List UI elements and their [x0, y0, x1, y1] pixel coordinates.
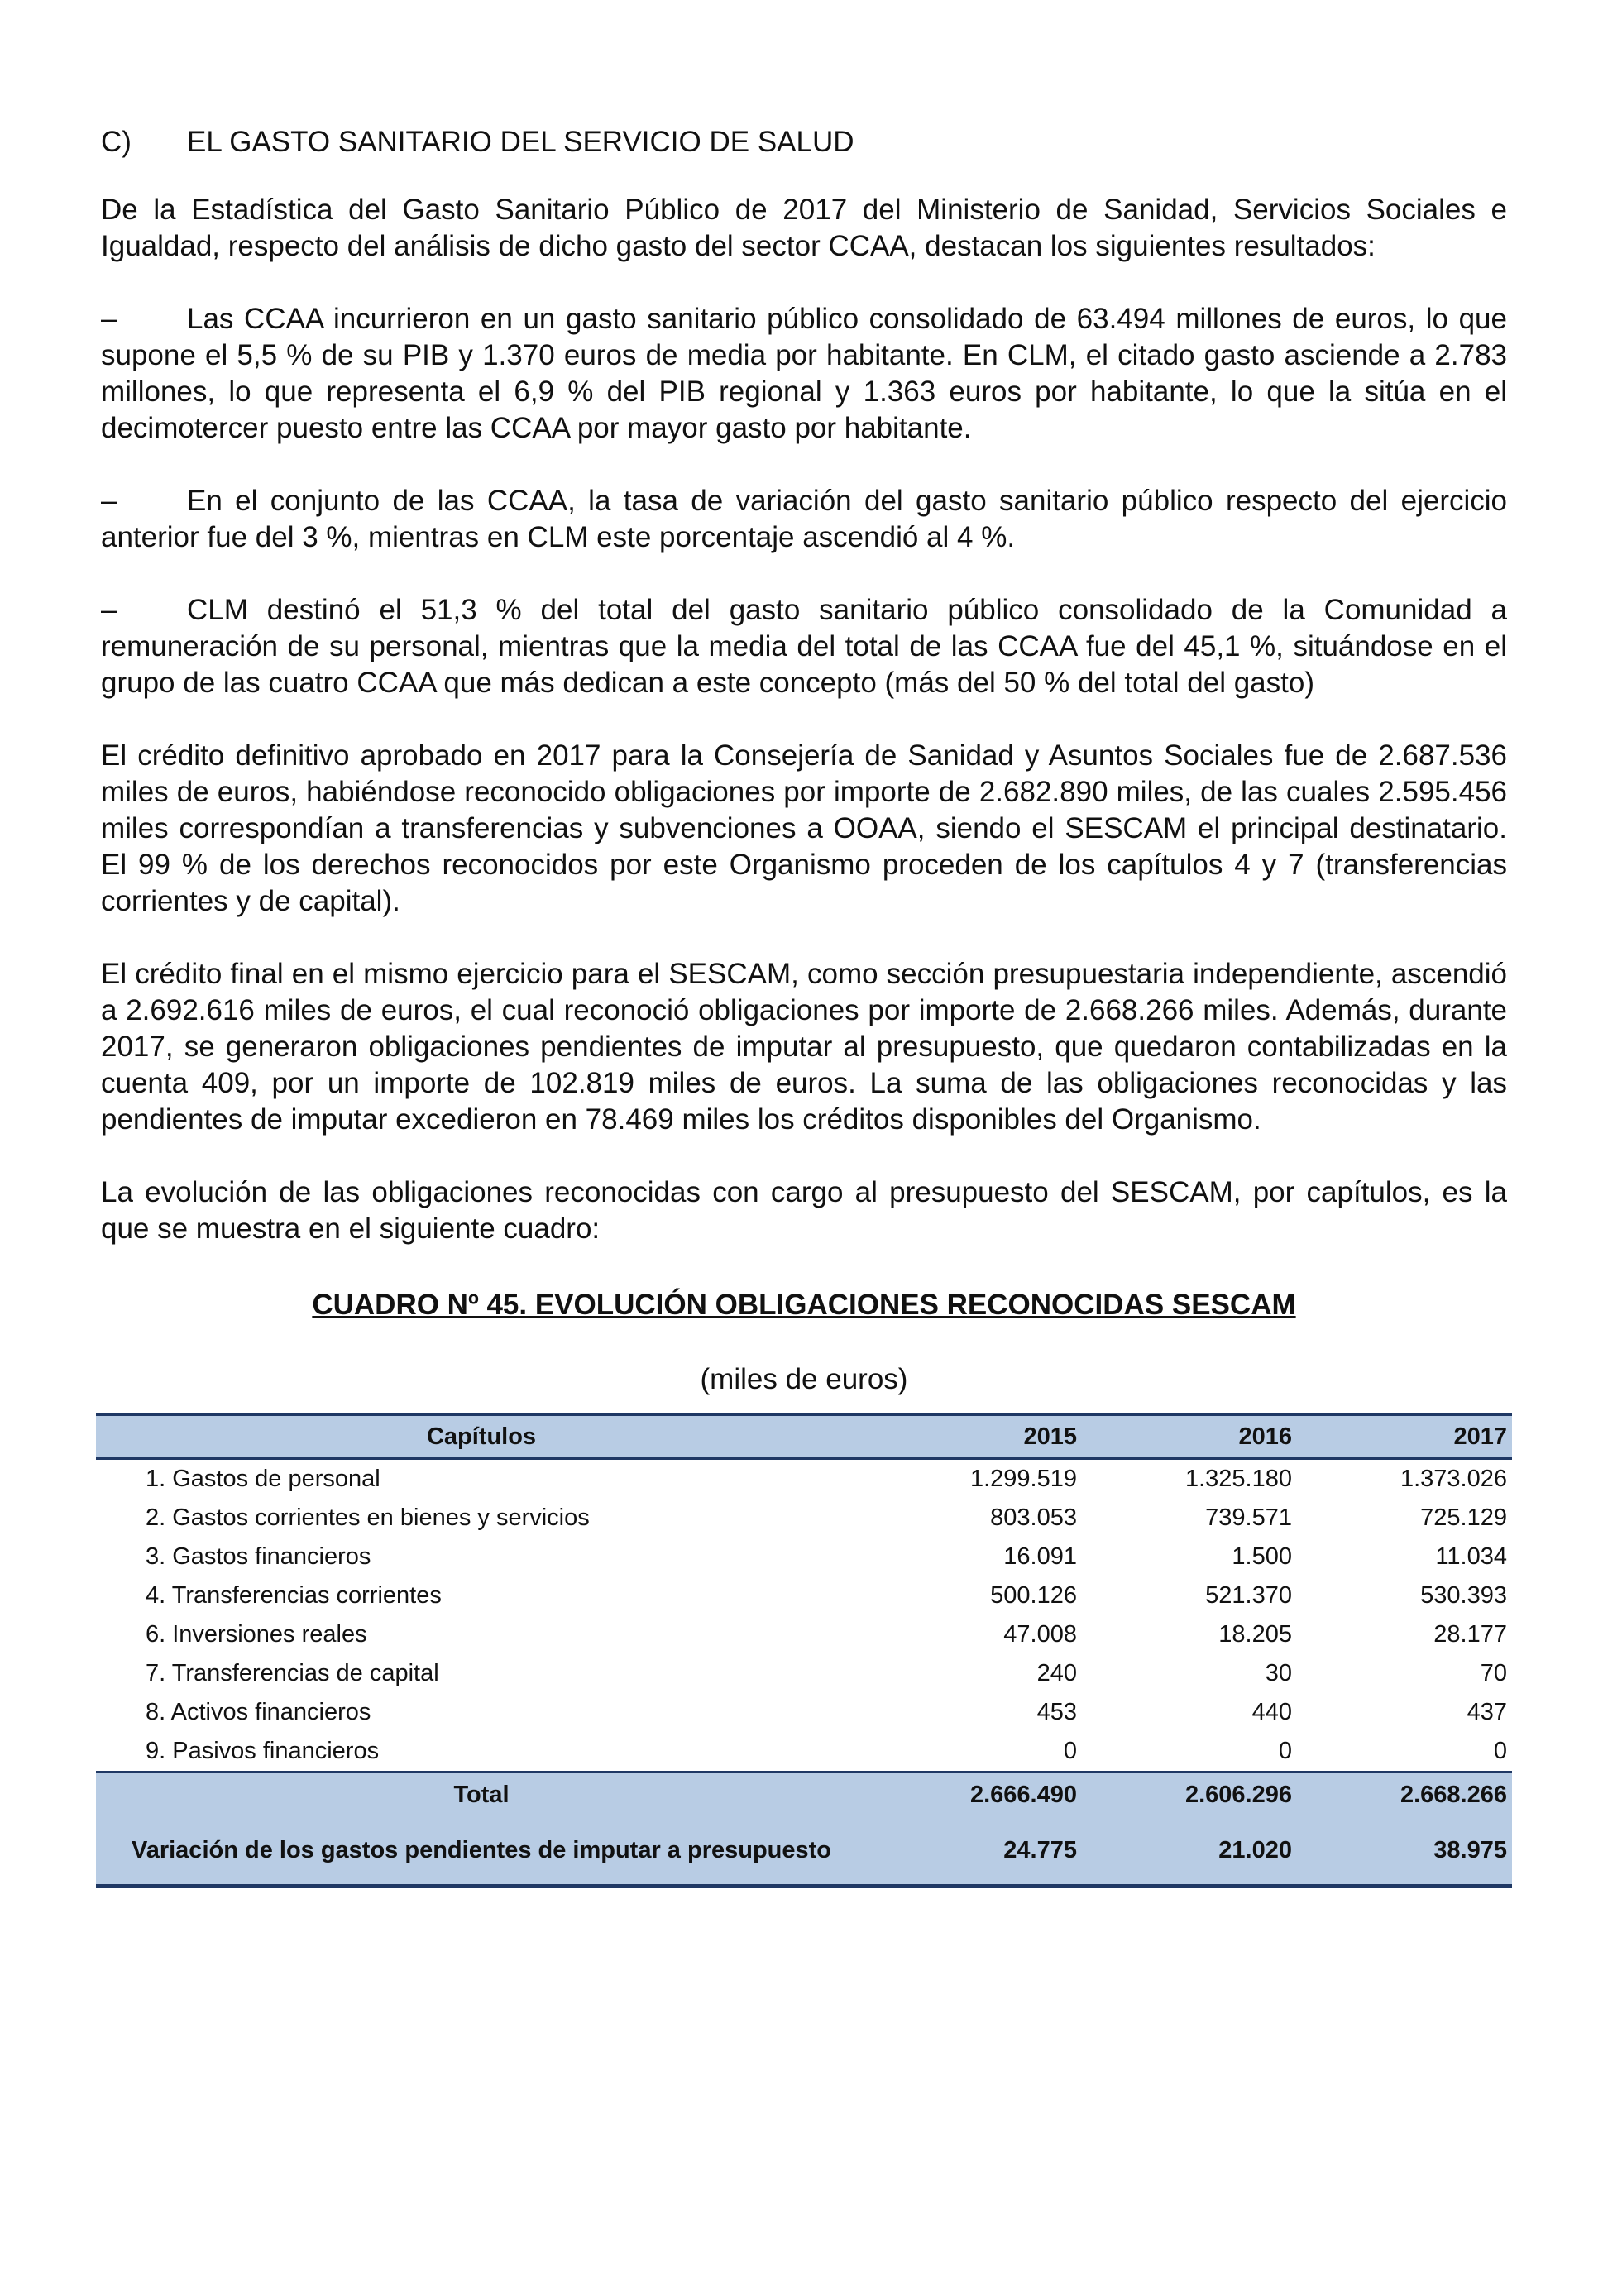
cell-2017: 530.393 — [1420, 1582, 1507, 1609]
total-label: Total — [96, 1772, 867, 1817]
variation-row — [96, 1816, 1512, 1887]
header-capitulos: Capítulos — [96, 1414, 867, 1459]
table-unit: (miles de euros) — [700, 1363, 908, 1395]
row-label: 9. Pasivos financieros — [146, 1738, 380, 1764]
cell-2015: 47.008 — [1003, 1621, 1077, 1648]
bullet-text: En el conjunto de las CCAA, la tasa de variación del gasto sanitario público respecto del ejercicio anterior fue del 3 %, mientras en CLM este porcentaje ascendió al 4 %. — [101, 485, 1507, 553]
cell-2017: 11.034 — [1435, 1543, 1507, 1570]
cell-2015: 240 — [1036, 1660, 1077, 1686]
total-2016: 2.606.296 — [1082, 1772, 1297, 1817]
row-label: 2. Gastos corrientes en bienes y servicios — [146, 1504, 590, 1531]
bullet-text: CLM destinó el 51,3 % del total del gasto sanitario público consolidado de la Comunidad a remuneración de su personal, mientras que la media del total de las CCAA fue del 45,1 %, situándose en el grupo de las cuatro CCAA que más dedican a este concepto (más del 50 % del total del gasto) — [101, 594, 1507, 699]
row-label: 3. Gastos financieros — [146, 1543, 371, 1570]
cell-2017: 28.177 — [1433, 1621, 1507, 1648]
table-row — [96, 1654, 1512, 1693]
total-2017: 2.668.266 — [1297, 1772, 1512, 1817]
cell-2015: 803.053 — [990, 1504, 1077, 1531]
header-2017: 2017 — [1297, 1414, 1512, 1459]
cell-2016: 1.500 — [1232, 1543, 1292, 1570]
table-title: CUADRO Nº 45. EVOLUCIÓN OBLIGACIONES RECONOCIDAS SESCAM — [312, 1289, 1296, 1321]
sescam-paragraph: El crédito final en el mismo ejercicio para el SESCAM, como sección presupuestaria independiente, ascendió a 2.692.616 miles de euros, el cual reconoció obligaciones por importe de 2.668.266 miles. Además, durante 2017, se generaron obligaciones pendientes de imputar al presupuesto, que quedaron contabilizadas en la cuenta 409, por un importe de 102.819 miles de euros. La suma de las obligaciones reconocidas y las pendientes de imputar excedieron en 78.469 miles los créditos disponibles del Organismo. — [101, 958, 1507, 1136]
header-2016: 2016 — [1082, 1414, 1297, 1459]
cell-2016: 440 — [1251, 1699, 1292, 1725]
bullet-text: Las CCAA incurrieron en un gasto sanitario público consolidado de 63.494 millones de euros, lo que supone el 5,5 % de su PIB y 1.370 euros de media por habitante. En CLM, el citado gasto asciende a 2.783 millones, lo que representa el 6,9 % del PIB regional y 1.363 euros por habitante, lo que la sitúa en el decimotercer puesto entre las CCAA por mayor gasto por habitante. — [101, 303, 1507, 444]
table-row — [96, 1615, 1512, 1654]
cell-2016: 30 — [1265, 1660, 1292, 1686]
cell-2017: 0 — [1493, 1738, 1507, 1764]
table-header-row — [96, 1414, 1512, 1459]
row-label: 6. Inversiones reales — [146, 1621, 367, 1648]
cell-2017: 725.129 — [1420, 1504, 1507, 1531]
section-heading — [101, 124, 1507, 160]
cell-2017: 70 — [1480, 1660, 1507, 1686]
table-row — [96, 1693, 1512, 1732]
dash-bullet-icon: – — [101, 303, 117, 335]
cell-2016: 521.370 — [1205, 1582, 1292, 1609]
table-row — [96, 1576, 1512, 1615]
row-label: 8. Activos financieros — [146, 1699, 371, 1725]
cell-2016: 0 — [1278, 1738, 1292, 1764]
dash-bullet-icon: – — [101, 485, 117, 517]
cell-2016: 1.325.180 — [1184, 1466, 1292, 1492]
table-row — [96, 1459, 1512, 1500]
total-2015: 2.666.490 — [867, 1772, 1082, 1817]
variation-2016: 21.020 — [1082, 1816, 1297, 1887]
row-label: 1. Gastos de personal — [146, 1466, 380, 1492]
bullet-item — [101, 483, 1507, 556]
section-letter: C) — [101, 126, 132, 158]
cell-2016: 18.205 — [1218, 1621, 1292, 1648]
bullet-item — [101, 301, 1507, 447]
cell-2017: 1.373.026 — [1400, 1466, 1507, 1492]
cell-2015: 16.091 — [1003, 1543, 1077, 1570]
variation-label: Variación de los gastos pendientes de imputar a presupuesto — [96, 1816, 867, 1887]
cell-2015: 500.126 — [990, 1582, 1077, 1609]
bullet-item — [101, 592, 1507, 701]
cell-2017: 437 — [1467, 1699, 1507, 1725]
cell-2016: 739.571 — [1205, 1504, 1292, 1531]
variation-2015: 24.775 — [867, 1816, 1082, 1887]
evolution-paragraph: La evolución de las obligaciones reconocidas con cargo al presupuesto del SESCAM, por capítulos, es la que se muestra en el siguiente cuadro: — [101, 1176, 1507, 1245]
table-row — [96, 1732, 1512, 1772]
variation-2017: 38.975 — [1297, 1816, 1512, 1887]
table-row — [96, 1499, 1512, 1538]
section-title: EL GASTO SANITARIO DEL SERVICIO DE SALUD — [187, 126, 854, 158]
cell-2015: 1.299.519 — [969, 1466, 1077, 1492]
document-page — [101, 124, 1507, 1888]
obligations-table — [96, 1413, 1512, 1888]
table-row — [96, 1538, 1512, 1576]
cell-2015: 0 — [1063, 1738, 1077, 1764]
total-row — [96, 1772, 1512, 1817]
row-label: 4. Transferencias corrientes — [146, 1582, 442, 1609]
cell-2015: 453 — [1036, 1699, 1077, 1725]
header-2015: 2015 — [867, 1414, 1082, 1459]
credit-paragraph: El crédito definitivo aprobado en 2017 para la Consejería de Sanidad y Asuntos Sociales fue de 2.687.536 miles de euros, habiéndose reconocido obligaciones por importe de 2.682.890 miles, de las cuales 2.595.456 miles correspondían a transferencias y subvenciones a OOAA, siendo el SESCAM el principal destinatario. El 99 % de los derechos reconocidos por este Organismo proceden de los capítulos 4 y 7 (transferencias corrientes y de capital). — [101, 739, 1507, 917]
dash-bullet-icon: – — [101, 594, 117, 626]
row-label: 7. Transferencias de capital — [146, 1660, 439, 1686]
intro-paragraph: De la Estadística del Gasto Sanitario Público de 2017 del Ministerio de Sanidad, Servicios Sociales e Igualdad, respecto del análisis de dicho gasto del sector CCAA, destacan los siguientes resultados: — [101, 194, 1507, 262]
